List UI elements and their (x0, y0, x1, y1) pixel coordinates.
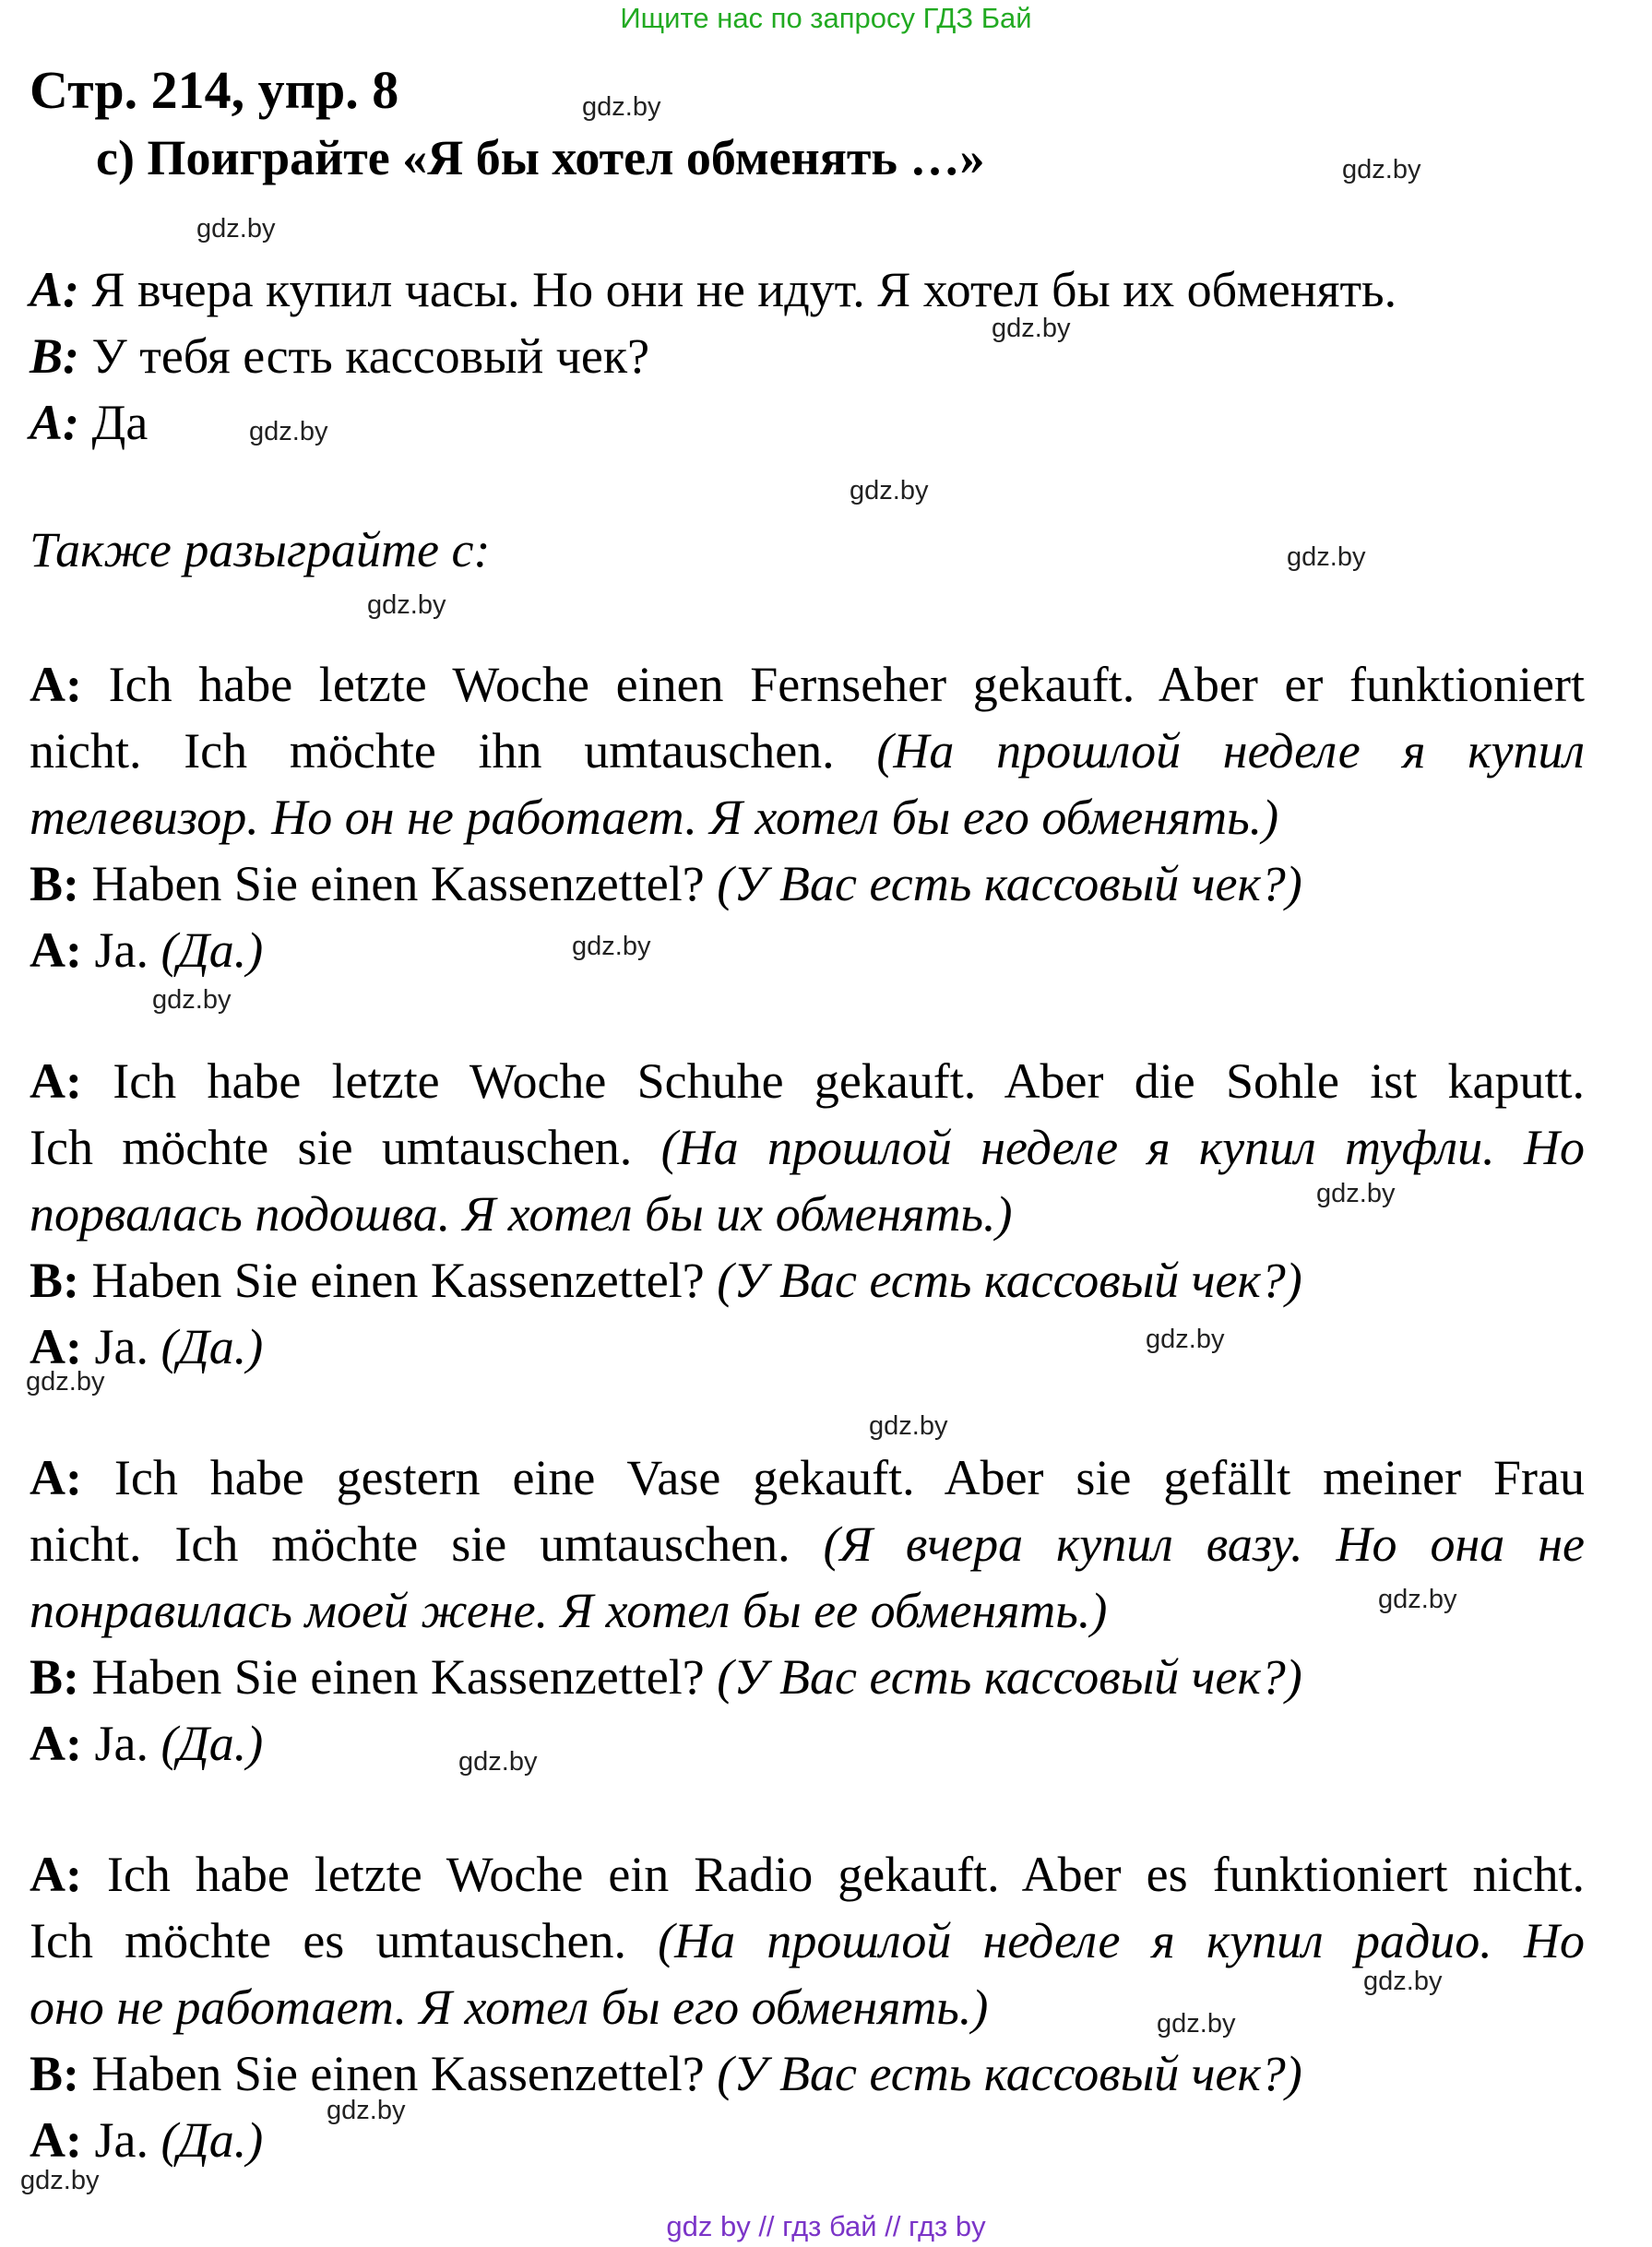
watermark: gdz.by (1287, 542, 1366, 572)
german-text: Ich habe gestern eine Vase gekauft. Aber sie gefällt meiner Frau (81, 1450, 1585, 1505)
dialog-3-line-5 (30, 1710, 263, 1777)
speaker-label: A: (30, 1716, 82, 1771)
watermark: gdz.by (367, 590, 446, 620)
translation-text: оно не работает. Я хотел бы его обменять.) (30, 1980, 989, 2035)
watermark: gdz.by (20, 2166, 100, 2195)
translation-text: (Да.) (160, 1319, 264, 1374)
german-text: Haben Sie einen Kassenzettel? (79, 1649, 718, 1705)
watermark: gdz.by (582, 92, 661, 122)
translation-text: (У Вас есть кассовый чек?) (717, 1649, 1302, 1705)
german-text: Ja. (81, 1716, 161, 1771)
speaker-label: B: (30, 856, 79, 911)
dialog-4-line-3 (30, 1974, 988, 2040)
exercise-subtitle: c) Поиграйте «Я бы хотел обменять …» (96, 130, 985, 185)
german-text: Ich habe letzte Woche Schuhe gekauft. Aber die Sohle ist kaputt. (81, 1053, 1585, 1109)
translation-text: (У Вас есть кассовый чек?) (717, 1253, 1302, 1308)
watermark: gdz.by (1378, 1585, 1457, 1614)
translation-text: телевизор. Но он не работает. Я хотел бы его обменять.) (30, 790, 1279, 845)
dialog-3-line-1 (30, 1444, 1585, 1511)
intro-text: Я вчера купил часы. Но они не идут. Я хотел бы их обменять. (79, 262, 1397, 317)
watermark: gdz.by (26, 1367, 105, 1397)
watermark: gdz.by (869, 1411, 948, 1441)
dialog-1-line-3 (30, 784, 1278, 850)
dialog-4-line-2 (30, 1908, 1585, 1974)
watermark: gdz.by (850, 476, 929, 505)
speaker-label: B: (30, 1649, 79, 1705)
translation-text: (Я вчера купил вазу. Но она не (823, 1516, 1585, 1572)
dialog-2-line-1 (30, 1048, 1585, 1114)
dialog-3-line-2 (30, 1511, 1585, 1577)
german-text: Ja. (81, 2112, 161, 2168)
intro-text: У тебя есть кассовый чек? (79, 328, 650, 384)
page-title: Стр. 214, упр. 8 (30, 60, 399, 120)
intro-line-2 (30, 323, 649, 389)
speaker-label: A: (30, 1450, 82, 1505)
watermark: gdz.by (1342, 155, 1421, 184)
german-text: Ja. (81, 922, 161, 978)
translation-text: (Да.) (160, 1716, 264, 1771)
speaker-label: A: (30, 1053, 82, 1109)
dialog-3-line-3 (30, 1577, 1107, 1644)
dialog-2-line-4 (30, 1247, 1302, 1314)
intro-line-3 (30, 389, 148, 456)
intro-text: Да (79, 395, 149, 450)
top-banner: Ищите нас по запросу ГДЗ Бай (620, 2, 1032, 34)
also-act-heading: Также разыграйте с: (30, 522, 491, 577)
dialog-4-line-4 (30, 2040, 1302, 2107)
dialog-1-line-4 (30, 850, 1302, 917)
footer-links: gdz by // гдз бай // гдз by (666, 2210, 986, 2242)
dialog-4-line-5 (30, 2107, 263, 2173)
watermark: gdz.by (327, 2096, 406, 2125)
dialog-1-line-5 (30, 917, 263, 983)
dialog-2-line-3 (30, 1181, 1013, 1247)
translation-text: (Да.) (160, 922, 264, 978)
german-text: Ich möchte sie umtauschen. (30, 1120, 661, 1175)
translation-text: понравилась моей жене. Я хотел бы ее обменять.) (30, 1583, 1108, 1638)
speaker-label: А: (30, 262, 79, 317)
dialog-3-line-4 (30, 1644, 1302, 1710)
translation-text: (На прошлой неделе я купил радио. Но (658, 1913, 1585, 1968)
watermark: gdz.by (572, 932, 651, 961)
watermark: gdz.by (1316, 1179, 1396, 1208)
german-text: nicht. Ich möchte sie umtauschen. (30, 1516, 824, 1572)
dialog-4-line-1 (30, 1841, 1585, 1908)
german-text: Haben Sie einen Kassenzettel? (79, 856, 718, 911)
dialog-2-line-2 (30, 1114, 1585, 1181)
translation-text: (Да.) (160, 2112, 264, 2168)
speaker-label: A: (30, 922, 82, 978)
german-text: nicht. Ich möchte ihn umtauschen. (30, 723, 877, 779)
dialog-1-line-2 (30, 718, 1585, 784)
watermark: gdz.by (249, 417, 328, 446)
intro-line-1 (30, 256, 1396, 323)
german-text: Ich habe letzte Woche einen Fernseher gekauft. Aber er funktioniert (81, 657, 1585, 712)
dialog-1-line-1 (30, 651, 1585, 718)
speaker-label: А: (30, 395, 79, 450)
watermark: gdz.by (1146, 1325, 1225, 1354)
watermark: gdz.by (1363, 1967, 1443, 1996)
translation-text: (На прошлой неделе я купил туфли. Но (660, 1120, 1585, 1175)
translation-text: (У Вас есть кассовый чек?) (717, 2046, 1302, 2101)
speaker-label: A: (30, 1847, 82, 1902)
watermark: gdz.by (152, 985, 232, 1015)
translation-text: порвалась подошва. Я хотел бы их обменять.) (30, 1186, 1013, 1242)
watermark: gdz.by (992, 314, 1071, 343)
translation-text: (На прошлой неделе я купил (876, 723, 1585, 779)
watermark: gdz.by (458, 1747, 538, 1777)
speaker-label: B: (30, 1253, 79, 1308)
german-text: Haben Sie einen Kassenzettel? (79, 1253, 718, 1308)
german-text: Ich habe letzte Woche ein Radio gekauft. Aber es funktioniert nicht. (81, 1847, 1585, 1902)
speaker-label: A: (30, 657, 82, 712)
german-text: Ich möchte es umtauschen. (30, 1913, 659, 1968)
speaker-label: A: (30, 2112, 82, 2168)
speaker-label: A: (30, 1319, 82, 1374)
german-text: Ja. (81, 1319, 161, 1374)
german-text: Haben Sie einen Kassenzettel? (79, 2046, 718, 2101)
watermark: gdz.by (1157, 2009, 1236, 2039)
watermark: gdz.by (196, 214, 276, 244)
speaker-label: B: (30, 2046, 79, 2101)
translation-text: (У Вас есть кассовый чек?) (717, 856, 1302, 911)
speaker-label: В: (30, 328, 79, 384)
